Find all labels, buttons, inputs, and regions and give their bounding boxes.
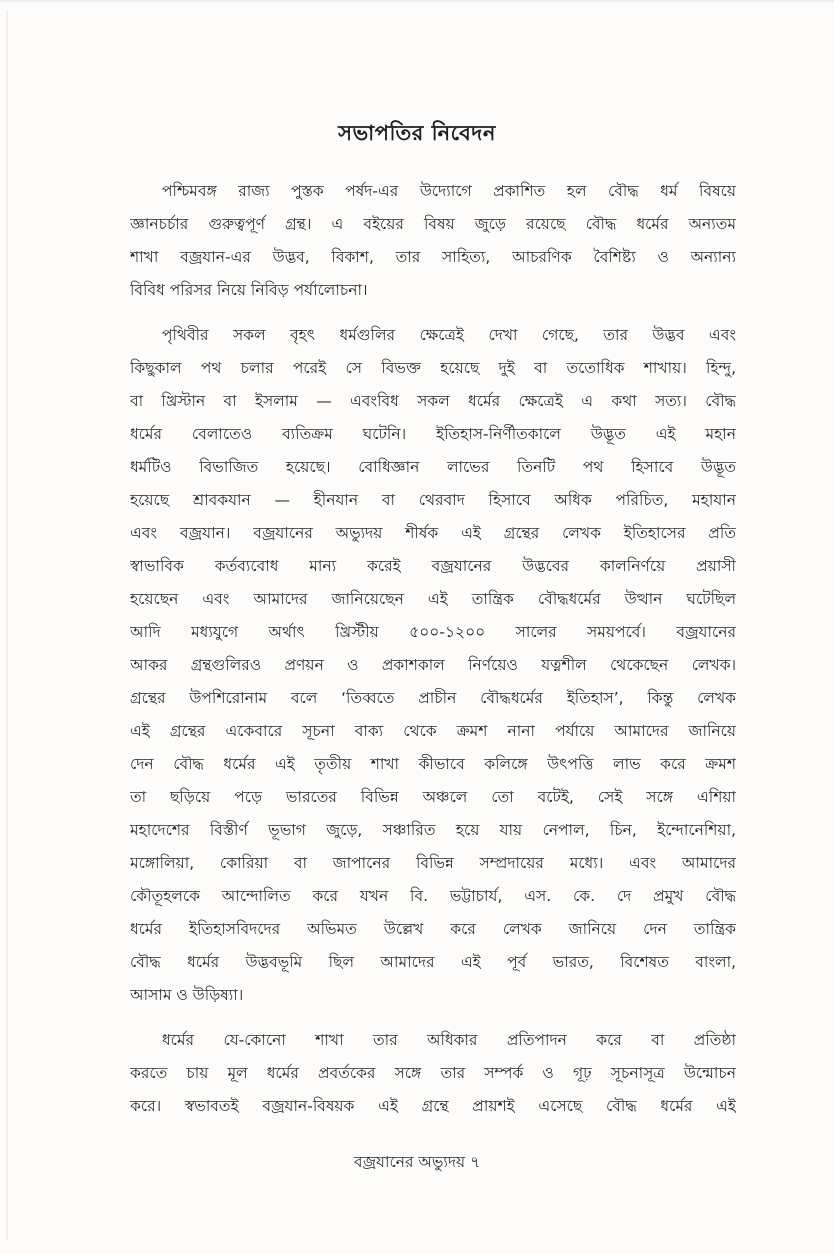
text-line: জ্ঞানচর্চার গুরুত্বপূর্ণ গ্রন্থ। এ বইয়ের বিষয় জুড়ে রয়েছে বৌদ্ধ ধর্মের অন্যতম: [130, 215, 736, 233]
text-line: আদি মধ্যযুগে অর্থাৎ খ্রিস্টীয় ৫০০-১২০০ সালের সময়পর্বে। বজ্রযানের: [130, 623, 736, 641]
page-footer: বজ্রযানের অভ্যুদয় ৭: [353, 1153, 481, 1171]
text-line: মঙ্গোলিয়া, কোরিয়া বা জাপানের বিভিন্ন সম্প্রদায়ের মধ্যে। এবং আমাদের: [130, 854, 736, 872]
text-line: ধর্মের যে-কোনো শাখা তার অধিকার প্রতিপাদন করে বা প্রতিষ্ঠা: [162, 1031, 736, 1049]
text-line: স্বাভাবিক কর্তব্যবোধ মান্য করেই বজ্রযানের উদ্ভবের কালনির্ণয়ে প্রয়াসী: [130, 557, 736, 575]
text-line: করতে চায় মূল ধর্মের প্রবর্তকের সঙ্গে তার সম্পর্ক ও গূঢ় সূচনাসূত্র উন্মোচন: [130, 1064, 736, 1082]
text-line: মহাদেশের বিস্তীর্ণ ভূভাগ জুড়ে, সঞ্চারিত হয়ে যায় নেপাল, চিন, ইন্দোনেশিয়া,: [130, 821, 736, 839]
paragraph-2: [130, 319, 736, 1012]
text-line: করে। স্বভাবতই বজ্রযান-বিষয়ক এই গ্রন্থে প্রায়শই এসেছে বৌদ্ধ ধর্মের এই: [130, 1097, 736, 1115]
text-line: হয়েছেন এবং আমাদের জানিয়েছেন এই তান্ত্রিক বৌদ্ধধর্মের উত্থান ঘটেছিল: [130, 590, 736, 608]
text-line: পৃথিবীর সকল বৃহৎ ধর্মগুলির ক্ষেত্রেই দেখা গেছে, তার উদ্ভব এবং: [162, 326, 736, 344]
text-line: দেন বৌদ্ধ ধর্মের এই তৃতীয় শাখা কীভাবে কলিঙ্গে উৎপত্তি লাভ করে ক্রমশ: [130, 755, 736, 773]
text-line: আকর গ্রন্থগুলিরও প্রণয়ন ও প্রকাশকাল নির্ণয়েও যত্নশীল থেকেছেন লেখক।: [130, 656, 736, 674]
page-title: সভাপতির নিবেদন: [338, 121, 496, 146]
text-line: ধর্মের ইতিহাসবিদদের অভিমত উল্লেখ করে লেখক জানিয়ে দেন তান্ত্রিক: [130, 920, 736, 938]
body-text: [130, 175, 736, 1135]
text-line: পশ্চিমবঙ্গ রাজ্য পুস্তক পর্ষদ-এর উদ্যোগে প্রকাশিত হল বৌদ্ধ ধর্ম বিষয়ে: [162, 182, 736, 200]
text-line: বা খ্রিস্টান বা ইসলাম — এবংবিধ সকল ধর্মের ক্ষেত্রেই এ কথা সত্য। বৌদ্ধ: [130, 392, 736, 410]
page-top-edge: [0, 0, 834, 3]
text-line: বিবিধ পরিসর নিয়ে নিবিড় পর্যালোচনা।: [130, 281, 368, 299]
text-line: কিছুকাল পথ চলার পরেই সে বিভক্ত হয়েছে দুই বা ততোধিক শাখায়। হিন্দু,: [130, 359, 736, 377]
text-line: বৌদ্ধ ধর্মের উদ্ভবভূমি ছিল আমাদের এই পূর্ব ভারত, বিশেষত বাংলা,: [130, 953, 736, 971]
text-line: ধর্মের বেলাতেও ব্যতিক্রম ঘটেনি। ইতিহাস-নির্ণীতকালে উদ্ভূত এই মহান: [130, 425, 736, 443]
paragraph-3: [130, 1024, 736, 1123]
page-left-edge: [6, 10, 8, 1240]
text-line: ধর্মটিও বিভাজিত হয়েছে। বোধিজ্ঞান লাভের তিনটি পথ হিসাবে উদ্ভূত: [130, 458, 736, 476]
text-line: কৌতূহলকে আন্দোলিত করে যখন বি. ভট্টাচার্য, এস. কে. দে প্রমুখ বৌদ্ধ: [130, 887, 736, 905]
paragraph-1: [130, 175, 736, 307]
text-line: শাখা বজ্রযান-এর উদ্ভব, বিকাশ, তার সাহিত্য, আচরণিক বৈশিষ্ট্য ও অন্যান্য: [130, 248, 736, 266]
text-line: আসাম ও উড়িষ্যা।: [130, 986, 244, 1004]
text-line: এবং বজ্রযান। বজ্রযানের অভ্যুদয় শীর্ষক এই গ্রন্থের লেখক ইতিহাসের প্রতি: [130, 524, 736, 542]
text-line: এই গ্রন্থের একেবারে সূচনা বাক্য থেকে ক্রমশ নানা পর্যায়ে আমাদের জানিয়ে: [130, 722, 736, 740]
text-line: হয়েছে শ্রাবকযান — হীনযান বা থেরবাদ হিসাবে অধিক পরিচিত, মহাযান: [130, 491, 736, 509]
text-line: তা ছড়িয়ে পড়ে ভারতের বিভিন্ন অঞ্চলে তো বটেই, সেই সঙ্গে এশিয়া: [130, 788, 736, 806]
text-line: গ্রন্থের উপশিরোনাম বলে ‘তিব্বতে প্রাচীন বৌদ্ধধর্মের ইতিহাস’, কিন্তু লেখক: [130, 689, 736, 707]
